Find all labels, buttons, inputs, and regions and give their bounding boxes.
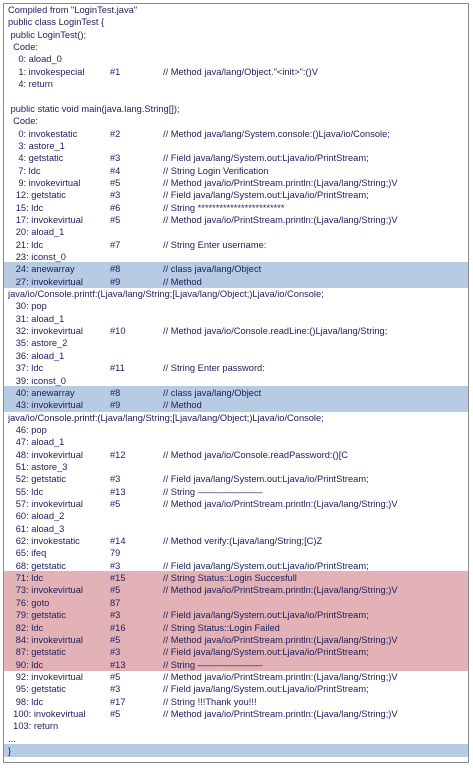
code-instruction: 55: ldc bbox=[8, 486, 44, 497]
code-comment: // Method java/lang/Object."<init>":()V bbox=[163, 66, 318, 77]
code-instruction: 31: aload_1 bbox=[8, 313, 65, 324]
code-instruction: 73: invokevirtual bbox=[8, 585, 83, 596]
code-comment: // String ——————— bbox=[163, 486, 263, 497]
code-comment: // Method java/io/PrintStream.println:(Ljava/lang/String;)V bbox=[163, 708, 398, 719]
code-instruction: java/io/Console.printf:(Ljava/lang/String;[Ljava/lang/Object;)Ljava/io/Console; bbox=[8, 412, 324, 423]
code-instruction: 60: aload_2 bbox=[8, 511, 65, 522]
code-operand: #15 bbox=[110, 573, 126, 584]
code-instruction: 20: aload_1 bbox=[8, 227, 65, 238]
code-operand: #3 bbox=[110, 560, 121, 571]
code-operand: #7 bbox=[110, 239, 121, 250]
code-comment: // Method java/io/PrintStream.println:(Ljava/lang/String;)V bbox=[163, 214, 398, 225]
code-operand: #3 bbox=[110, 474, 121, 485]
code-instruction: 39: iconst_0 bbox=[8, 375, 66, 386]
code-instruction: 68: getstatic bbox=[8, 560, 66, 571]
code-comment: // Method java/io/PrintStream.println:(Ljava/lang/String;)V bbox=[163, 671, 398, 682]
code-operand: 79 bbox=[110, 548, 121, 559]
code-instruction: 32: invokevirtual bbox=[8, 326, 83, 337]
code-operand: #8 bbox=[110, 264, 121, 275]
code-instruction: Code: bbox=[8, 42, 38, 53]
code-instruction: 4: return bbox=[8, 79, 53, 90]
code-instruction: 30: pop bbox=[8, 301, 47, 312]
code-instruction: 37: ldc bbox=[8, 363, 44, 374]
code-operand: #5 bbox=[110, 214, 121, 225]
code-instruction: 52: getstatic bbox=[8, 474, 66, 485]
code-instruction: 9: invokevirtual bbox=[8, 177, 81, 188]
code-instruction: 3: astore_1 bbox=[8, 140, 65, 151]
code-operand: #9 bbox=[110, 276, 121, 287]
code-instruction: public LoginTest(); bbox=[8, 29, 87, 40]
code-operand: #9 bbox=[110, 400, 121, 411]
code-operand: #8 bbox=[110, 387, 121, 398]
code-comment: // Method verify:(Ljava/lang/String;[C)Z bbox=[163, 536, 323, 547]
code-instruction: 98: ldc bbox=[8, 696, 44, 707]
code-instruction: Code: bbox=[8, 116, 38, 127]
code-instruction: 87: getstatic bbox=[8, 647, 66, 658]
code-operand: #3 bbox=[110, 153, 121, 164]
code-operand: #5 bbox=[110, 499, 121, 509]
code-comment: // Field java/lang/System.out:Ljava/io/PrintStream; bbox=[163, 190, 369, 201]
code-instruction: 35: astore_2 bbox=[8, 338, 68, 349]
code-comment: // Method java/lang/System.console:()Ljava/io/Console; bbox=[163, 128, 390, 139]
code-comment: // Field java/lang/System.out:Ljava/io/PrintStream; bbox=[163, 560, 369, 571]
code-comment: // class java/lang/Object bbox=[163, 387, 262, 398]
code-comment: // Method java/io/PrintStream.println:(Ljava/lang/String;)V bbox=[163, 585, 398, 596]
code-operand: #5 bbox=[110, 708, 121, 719]
code-operand: #3 bbox=[110, 647, 121, 658]
code-instruction: 24: anewarray bbox=[8, 264, 75, 275]
code-comment: // Field java/lang/System.out:Ljava/io/PrintStream; bbox=[163, 610, 369, 621]
code-instruction: public class LoginTest { bbox=[8, 17, 105, 28]
code-comment: // String !!!Thank you!!! bbox=[163, 696, 257, 707]
code-comment: // Field java/lang/System.out:Ljava/io/PrintStream; bbox=[163, 684, 369, 695]
code-operand: #5 bbox=[110, 671, 121, 682]
code-operand: #10 bbox=[110, 326, 126, 337]
code-comment: // Field java/lang/System.out:Ljava/io/PrintStream; bbox=[163, 153, 369, 164]
code-operand: #2 bbox=[110, 128, 121, 139]
code-instruction: Compiled from "LoginTest.java" bbox=[8, 5, 138, 15]
code-operand: #6 bbox=[110, 202, 121, 213]
code-instruction: 15: ldc bbox=[8, 202, 44, 213]
code-operand: #5 bbox=[110, 634, 121, 645]
code-operand: #1 bbox=[110, 66, 121, 77]
code-instruction: 100: invokevirtual bbox=[8, 708, 86, 719]
code-comment: // String ************************ bbox=[163, 202, 285, 213]
code-instruction: 79: getstatic bbox=[8, 610, 66, 621]
code-instruction: 21: ldc bbox=[8, 239, 44, 250]
code-operand: #13 bbox=[110, 659, 126, 670]
code-instruction: 1: invokespecial bbox=[8, 66, 85, 77]
code-instruction: } bbox=[8, 746, 12, 756]
code-operand: #5 bbox=[110, 177, 121, 188]
code-instruction: 0: aload_0 bbox=[8, 54, 62, 65]
code-comment: // class java/lang/Object bbox=[163, 264, 262, 275]
code-comment: // Field java/lang/System.out:Ljava/io/PrintStream; bbox=[163, 474, 369, 485]
code-comment: // Method java/io/PrintStream.println:(Ljava/lang/String;)V bbox=[163, 177, 398, 188]
code-instruction: 76: goto bbox=[8, 597, 50, 608]
code-comment: // String Login Verification bbox=[163, 165, 269, 176]
code-comment: // Method bbox=[163, 400, 202, 411]
code-comment: // String Status::Login Failed bbox=[163, 622, 280, 633]
code-comment: // String Status::Login Succesfull bbox=[163, 573, 297, 584]
code-comment: // String Enter username: bbox=[163, 239, 267, 250]
code-operand: #3 bbox=[110, 190, 121, 201]
code-instruction: 7: ldc bbox=[8, 165, 41, 176]
code-instruction: 103: return bbox=[8, 721, 59, 732]
code-comment: // String ——————— bbox=[163, 659, 263, 670]
code-instruction: public static void main(java.lang.String[]); bbox=[8, 103, 180, 114]
code-instruction: 51: astore_3 bbox=[8, 461, 68, 472]
code-instruction: 12: getstatic bbox=[8, 190, 66, 201]
code-instruction: 4: getstatic bbox=[8, 153, 64, 164]
code-operand: #13 bbox=[110, 486, 126, 497]
code-instruction: java/io/Console.printf:(Ljava/lang/String;[Ljava/lang/Object;)Ljava/io/Console; bbox=[8, 289, 324, 300]
code-comment: // Method java/io/PrintStream.println:(Ljava/lang/String;)V bbox=[163, 634, 398, 645]
code-instruction: 57: invokevirtual bbox=[8, 499, 83, 509]
code-operand: #4 bbox=[110, 165, 121, 176]
code-instruction: 43: invokevirtual bbox=[8, 400, 83, 411]
code-instruction: 48: invokevirtual bbox=[8, 449, 83, 460]
code-operand: 87 bbox=[110, 597, 121, 608]
code-operand: #17 bbox=[110, 696, 126, 707]
code-operand: #14 bbox=[110, 536, 126, 547]
code-instruction: 0: invokestatic bbox=[8, 128, 78, 139]
code-operand: #3 bbox=[110, 684, 121, 695]
code-instruction: 36: aload_1 bbox=[8, 350, 65, 361]
code-comment: // Field java/lang/System.out:Ljava/io/PrintStream; bbox=[163, 647, 369, 658]
code-instruction: 92: invokevirtual bbox=[8, 671, 83, 682]
code-instruction: 17: invokevirtual bbox=[8, 214, 83, 225]
code-instruction: 71: ldc bbox=[8, 573, 44, 584]
code-instruction: 40: anewarray bbox=[8, 387, 75, 398]
code-instruction: 90: ldc bbox=[8, 659, 44, 670]
code-instruction: 62: invokestatic bbox=[8, 536, 80, 547]
code-instruction: 95: getstatic bbox=[8, 684, 66, 695]
code-instruction: 61: aload_3 bbox=[8, 523, 65, 534]
code-instruction: 47: aload_1 bbox=[8, 437, 65, 448]
code-instruction: 27: invokevirtual bbox=[8, 276, 83, 287]
code-instruction: 65: ifeq bbox=[8, 548, 47, 559]
code-comment: // Method java/io/Console.readLine:()Ljava/lang/String; bbox=[163, 326, 388, 337]
code-comment: // Method java/io/PrintStream.println:(Ljava/lang/String;)V bbox=[163, 499, 398, 509]
code-operand: #3 bbox=[110, 610, 121, 621]
code-operand: #16 bbox=[110, 622, 126, 633]
code-operand: #11 bbox=[110, 363, 125, 374]
code-instruction: ... bbox=[8, 733, 16, 744]
code-instruction: 23: iconst_0 bbox=[8, 252, 66, 262]
code-comment: // Method java/io/Console.readPassword:()[C bbox=[163, 449, 348, 460]
code-comment: // Method bbox=[163, 276, 202, 287]
code-instruction: 46: pop bbox=[8, 424, 47, 435]
code-instruction: 82: ldc bbox=[8, 622, 44, 633]
code-instruction: 84: invokevirtual bbox=[8, 634, 83, 645]
code-operand: #5 bbox=[110, 585, 121, 596]
code-operand: #12 bbox=[110, 449, 126, 460]
code-comment: // String Enter password: bbox=[163, 363, 265, 374]
